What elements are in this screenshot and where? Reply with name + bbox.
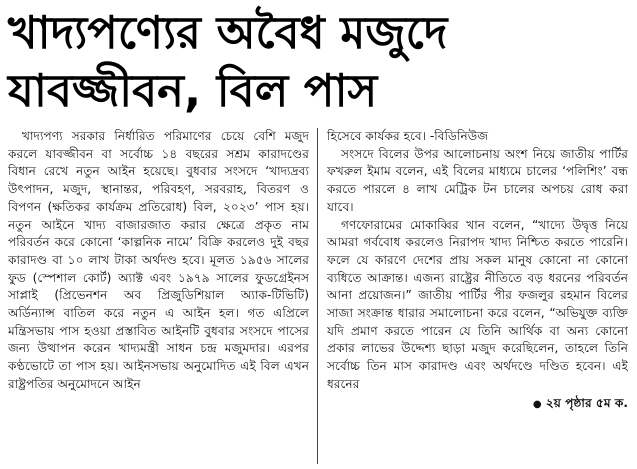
left-paragraph-1: খাদ্যপণ্য সরকার নির্ধারিত পরিমাণের চেয়ে বেশি মজুদ করলে যাবজ্জীবন বা সর্বোচ্চ ১৪ বছরের সশ্রম কারাদণ্ডের বিধান রেখে নতুন আইন হয়েছে। বুধবার সংসদে ‘খাদ্যদ্রব্য উৎপাদন, মজুদ, স্থানান্তর, পরিবহণ, সরবরাহ, বিতরণ ও বিপণন (ক্ষতিকর কার্যক্রম প্রতিরোধ) বিল, ২০২৩’ পাস হয়। নতুন আইনে খাদ্য বাজারজাত করার ক্ষেত্রে প্রকৃত নাম পরিবর্তন করে কোনো ‘কাল্পনিক নামে’ বিক্রি করলেও দুই বছর কারাদণ্ড বা ১০ লাখ টাকা অর্থদণ্ড হবে। মূলত ১৯৫৬ সালের ফুড (স্পেশাল কোর্ট) অ্যাক্ট এবং ১৯৭৯ সালের ফুডগ্রেইনস সাপ্লাই (প্রিভেনশন অব প্রিজুডিশিয়াল অ্যাক-টিভিটি) অর্ডিন্যান্স বাতিল করে নতুন এ আইন হল। গত এপ্রিলে মন্ত্রিসভায় পাস হওয়া প্রস্তাবিত আইনটি বুধবার সংসদে পাসের জন্য উত্থাপন করেন খাদ্যমন্ত্রী সাধন চন্দ্র মজুমদার। এরপর কণ্ঠভোটে তা পাস হয়। আইনসভায় অনুমোদিত এই বিল এখন রাষ্ট্রপতির অনুমোদনে আইন <box>8 129 309 391</box>
left-column <box>8 128 318 464</box>
right-column <box>318 128 628 464</box>
headline-line-2: যাবজ্জীবন, বিল পাস <box>8 64 378 117</box>
bullet-icon: ● <box>532 398 542 410</box>
continuation-note <box>327 395 628 414</box>
headline-line-1: খাদ্যপণ্যের অবৈধ মজুদে <box>8 6 448 59</box>
continuation-text: ২য় পৃষ্ঠার ৫ম ক. <box>545 395 628 410</box>
right-paragraph-3: গণফোরামের মোকাব্বির খান বলেন, “খাদ্যে উদ্বৃত্ত নিয়ে আমরা গর্ববোধ করলেও নিরাপদ খাদ্য নিশ্চিত করতে পারেনি। ফলে যে কারণে দেশের প্রায় সকল মানুষ কোনো না কোনো ব্যধিতে আক্রান্ত। এজন্য রাষ্ট্রের নীতিতে বড় ধরনের পরিবর্তন আনা প্রয়োজন।” জাতীয় পার্টির পীর ফজলুর রহমান বিলের সাজা সংক্রান্ত ধারার সমালোচনা করে বলেন, “অভিযুক্ত ব্যক্তি যদি প্রমাণ করতে পারেন যে তিনি আর্থিক বা অন্য কোনো প্রকার লাভের উদ্দেশ্য ছাড়া মজুদ করেছিলেন, তাহলে তিনি সর্বোচ্চ তিন মাস কারাদণ্ড এবং অর্থদণ্ডে দণ্ডিত হবেন। এই ধরনের <box>327 217 628 391</box>
right-paragraph-2: সংসদে বিলের উপর আলোচনায় অংশ নিয়ে জাতীয় পার্টির ফখরুল ইমাম বলেন, এই বিলের মাধ্যমে চালের ‘পলিশিং’ বন্ধ করতে পারলে ৪ লাখ মেট্রিক টন চালের অপচয় রোধ করা যাবে। <box>327 146 628 214</box>
article-body <box>8 128 629 464</box>
headline <box>8 4 629 120</box>
right-paragraph-1: হিসেবে কার্যকর হবে। -বিডিনিউজ <box>327 129 489 143</box>
